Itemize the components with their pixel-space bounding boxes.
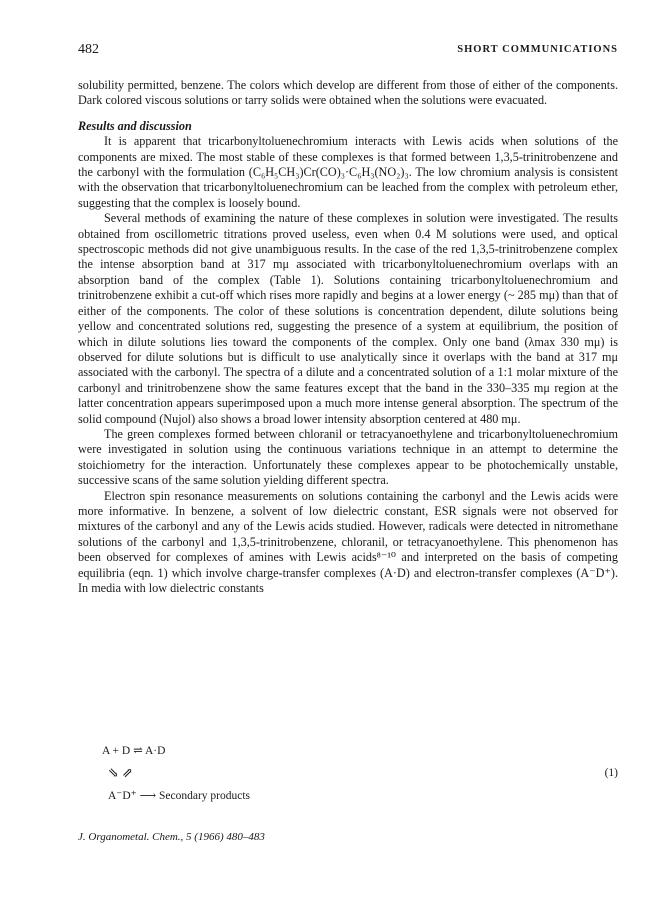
page-header — [78, 42, 618, 60]
equation-line-1: A + D ⇌ A·D — [102, 745, 166, 757]
journal-citation: J. Organometal. Chem., 5 (1966) 480–483 — [78, 831, 265, 843]
equation-arrows: ⇘ ⇗ — [108, 765, 134, 780]
equation-line-3: A⁻D⁺ ⟶ Secondary products — [108, 790, 251, 802]
paragraph: Electron spin resonance measurements on solutions containing the carbonyl and the Lewis acids were more informative. In benzene, a solvent of low dielectric constant, ESR signals were not observed for mixtures of the carbonyl and any of the Lewis acids studied. However, radicals were detected in nitromethane solutions of the carbonyl and 1,3,5-trinitrobenzene, chloranil, or tetracyanoethylene. This phenomenon has been observed for complexes of amines with Lewis acids⁸⁻¹⁰ and interpreted on the basis of competing equilibria (eqn. 1) which involve charge-transfer complexes (A·D) and electron-transfer complexes (A⁻D⁺). In media with low dielectric constants — [78, 488, 618, 595]
equation-block — [78, 743, 618, 815]
article-body — [78, 78, 618, 596]
section-heading: Results and discussion — [78, 118, 192, 133]
paragraph: Several methods of examining the nature of these complexes in solution were investigated. The results obtained from oscillometric titrations proved useless, even when 0.4 M solutions were used, and optical spectroscopic methods did not give unambiguous results. In the case of the red 1,3,5-trinitrobenzene complex the intense absorption band at 317 mμ associated with tricarbonyltoluenechromium overlaps with an absorption band of the complex (Table 1). Solutions containing tricarbonyltoluenechromium and trinitrobenzene exhibit a cut-off which rises more rapidly and begins at a lower energy (~ 285 mμ) than that of either of the components. The color of these solutions is concentration dependent, dilute solutions being yellow and concentrated solutions red, suggesting the presence of a system at equilibrium, the position of which in dilute solutions lies toward the components of the complex. Only one band (λmax 330 mμ) is observed for dilute solutions but is difficult to use analytically since it overlaps with the band at 317 mμ associated with the carbonyl. The spectra of a dilute and a concentrated solution of a 1:1 molar mixture of the carbonyl and trinitrobenzene show the same features except that the band in the 330–335 mμ region at the latter concentration appears superimposed upon a much more intense general absorption. The spectrum of the solid compound (Nujol) also shows a broad lower intensity absorption centered at 480 mμ. — [78, 211, 618, 426]
paragraph: It is apparent that tricarbonyltoluenechromium interacts with Lewis acids when solutions of the components are mixed. The most stable of these complexes is that formed between 1,3,5-trinitrobenzene and the carbonyl with the formulation (C₆H₅CH₃)Cr(CO)₃·C₆H₃(NO₂)₃. The low chromium analysis is consistent with the observation that tricarbonyltoluenechromium can be leached from the complex with petroleum ether, suggesting that the complex is loosely bound. — [78, 134, 618, 210]
page-number: 482 — [78, 42, 99, 57]
paragraph: The green complexes formed between chloranil or tetracyanoethylene and tricarbonyltoluenechromium were investigated in solution using the continuous variations technique in an attempt to determine the stoichiometry for the interaction. Unfortunately these complexes appear to be photochemically unstable, successive scans of the same solution yielding different spectra. — [78, 426, 618, 488]
running-head: SHORT COMMUNICATIONS — [457, 44, 618, 55]
paragraph-continued: solubility permitted, benzene. The colors which develop are different from those of either of the components. Dark colored viscous solutions or tarry solids were obtained when the solutions were evacuated. — [78, 78, 618, 108]
equation-number: (1) — [604, 767, 618, 779]
